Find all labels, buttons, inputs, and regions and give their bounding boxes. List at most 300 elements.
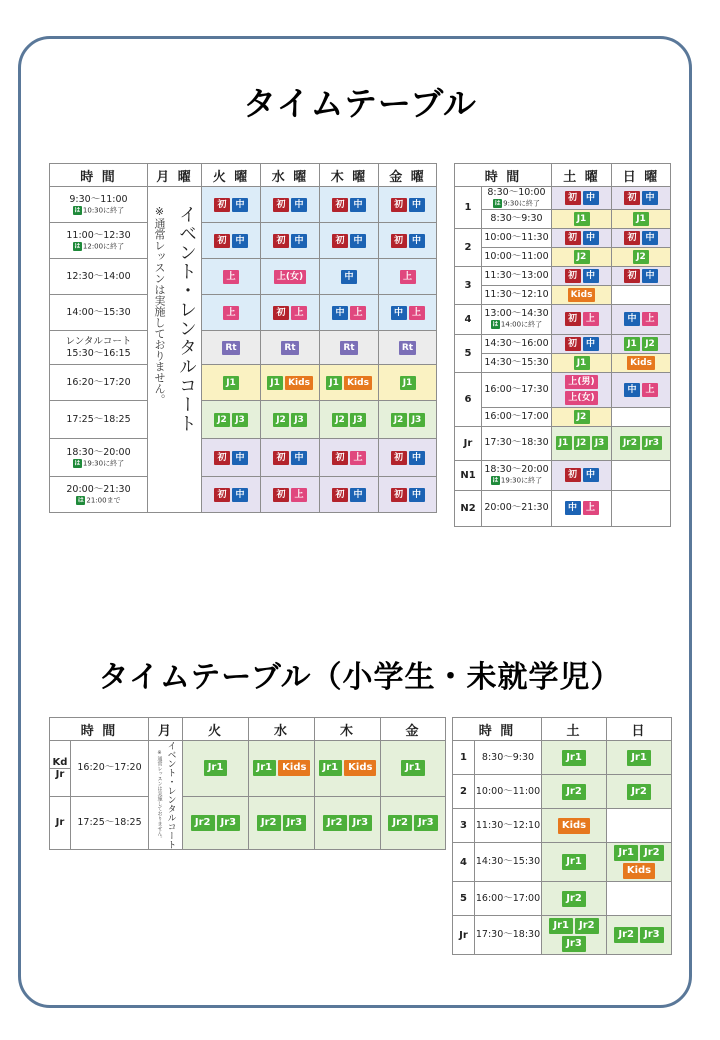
class-badge: 中 [291,234,307,248]
schedule-cell [552,187,612,210]
class-badge: Rt [222,341,239,355]
table-row [453,916,672,955]
schedule-cell [607,843,672,882]
class-badge: 初 [332,234,348,248]
ha-icon: は [492,321,499,329]
time-text: 13:00～14:30 [484,308,549,320]
class-badge: 中 [232,451,248,465]
class-badges [612,310,670,328]
schedule-cell [249,741,315,797]
time-slot [482,353,552,372]
class-badge: 初 [624,191,640,205]
class-badge: 初 [391,451,407,465]
slot-number [50,796,71,849]
table-row [455,407,671,426]
time-text: 17:30～18:30 [475,929,541,940]
time-text: 16:20～17:20 [66,376,131,388]
schedule-cell [607,741,672,775]
time-slot [71,741,149,797]
class-badge: J2 [574,436,590,450]
schedule-cell [379,331,437,365]
class-badges [612,189,670,207]
class-badges [607,843,671,881]
class-badge: J1 [574,212,590,226]
class-badges [542,816,606,836]
table-row [50,187,437,223]
schedule-cell [552,228,612,247]
class-badge: 中 [583,337,599,351]
class-badges [202,411,260,429]
schedule-cell [202,401,261,439]
schedule-cell [552,426,612,460]
class-badges [379,449,436,467]
schedule-cell [261,439,320,477]
class-badge: 初 [391,198,407,212]
table-row [455,187,671,210]
class-badges [552,267,611,285]
class-badges [612,248,670,266]
class-badges [320,232,378,250]
class-badge: 中 [232,198,248,212]
table-row [455,304,671,334]
weekend-header-time: 時 間 [455,164,552,187]
table-row [50,331,437,365]
slot-number: Jr [455,426,482,460]
end-note: 9:30に終了 [503,199,540,208]
schedule-cell [542,741,607,775]
time-text: 17:25～18:25 [66,413,131,425]
time-text: 16:20～17:20 [77,762,142,774]
class-badges [261,196,319,214]
class-badge: Jr2 [640,845,664,861]
class-badges [315,813,380,833]
class-badge: 上 [583,501,599,515]
class-badge: 中 [332,306,348,320]
table-row [455,228,671,247]
time-slot [482,372,552,407]
time-slot [482,334,552,353]
class-badges [552,408,611,426]
class-badge: Jr2 [257,815,281,831]
class-badge: J2 [633,250,649,264]
time-slot [482,407,552,426]
class-badge: 初 [565,337,581,351]
kids-header-mon: 月 [149,718,183,741]
class-badges [607,897,671,901]
end-note: 14:00に終了 [500,320,543,329]
class-badge: J1 [326,376,342,390]
class-badge: J1 [223,376,239,390]
schedule-cell [552,460,612,490]
class-badges [320,411,378,429]
class-badges [202,374,260,392]
class-badge: Jr2 [575,918,599,934]
time-slot [482,209,552,228]
class-badge: 初 [214,451,230,465]
schedule-cell [552,490,612,526]
class-badge: J2 [574,250,590,264]
slot-number: 4 [453,843,475,882]
class-badges [381,758,445,778]
schedule-cell [552,209,612,228]
monday-event-cell [148,187,202,513]
time-slot [475,916,542,955]
end-note: 21:00まで [86,496,121,505]
time-slot [50,259,148,295]
schedule-cell [552,247,612,266]
class-badge: 中 [232,488,248,502]
class-badge: Jr2 [562,784,586,800]
slot-number [50,741,71,797]
time-text: 10:00～11:00 [484,250,549,262]
class-badges [183,758,248,778]
schedule-cell [315,741,381,797]
time-text: 16:00～17:00 [475,892,541,904]
class-badge: J1 [624,337,640,351]
schedule-cell [379,365,437,401]
class-badges [552,229,611,247]
class-badges [202,449,260,467]
header-fri: 金 曜 [379,164,437,187]
class-badges [261,486,319,504]
header-tue: 火 曜 [202,164,261,187]
class-badge: Kids [568,288,596,302]
schedule-cell [261,401,320,439]
schedule-cell [612,372,671,407]
class-badge: Jr2 [614,927,638,943]
class-badges [552,354,611,372]
ha-icon: は [492,477,499,485]
class-badges [320,304,378,322]
time-text: 10:00～11:00 [475,785,541,797]
time-text: 17:25～18:25 [77,816,142,828]
schedule-cell [202,223,261,259]
monday-event-cell [149,741,183,850]
class-badge: Jr3 [414,815,438,831]
class-badges [249,813,314,833]
end-note: 10:30に終了 [82,206,125,215]
schedule-cell [612,490,671,526]
time-text: 16:00～17:00 [484,410,549,422]
schedule-cell [315,796,381,849]
table-row [50,401,437,439]
schedule-cell [612,426,671,460]
class-badges [320,374,378,392]
time-text: 17:30～18:30 [484,437,549,448]
end-note: 19:30に終了 [500,476,543,485]
class-badge: J2 [391,413,407,427]
class-badge: J2 [214,413,230,427]
class-badge: Jr2 [191,815,215,831]
class-badge: 初 [565,231,581,245]
class-badge: J3 [350,413,366,427]
class-badge: 初 [624,231,640,245]
schedule-cell [320,223,379,259]
schedule-cell [612,304,671,334]
class-badge: J1 [633,212,649,226]
class-badges [607,925,671,945]
slot-number: 6 [455,372,482,426]
class-badges [261,339,319,357]
class-badge: Jr1 [253,760,277,776]
schedule-cell [542,882,607,916]
class-badge: 初 [332,488,348,502]
class-badges [552,373,611,407]
ha-icon: は [74,206,81,214]
class-badge: Kids [623,863,655,879]
class-badge: J3 [592,436,608,450]
slot-label: Jr [55,817,65,829]
slot-number: 3 [455,266,482,304]
class-badges [552,434,611,452]
class-badge: 中 [642,191,658,205]
class-badge: 上 [223,306,239,320]
schedule-cell [607,916,672,955]
class-badge: Jr3 [640,927,664,943]
header-mon: 月 曜 [148,164,202,187]
class-badges [542,889,606,909]
weekend-header-sun: 日 曜 [612,164,671,187]
schedule-cell [612,460,671,490]
class-badge: 初 [332,451,348,465]
class-badge: 中 [350,198,366,212]
class-badges [320,196,378,214]
class-badges [607,748,671,768]
class-badge: Kids [285,376,313,390]
class-badge: 初 [332,198,348,212]
slot-number: 3 [453,809,475,843]
schedule-cell [320,331,379,365]
class-badges [607,824,671,828]
slot-number: 2 [455,228,482,266]
class-badge: 初 [214,488,230,502]
class-badges [612,335,670,353]
class-badges [202,339,260,357]
class-badges [552,499,611,517]
class-badge: Jr2 [323,815,347,831]
class-badge: J1 [556,436,572,450]
class-badge: J3 [232,413,248,427]
class-badges [612,229,670,247]
class-badges [612,473,670,477]
monday-event-label: イベント・レンタルコート [176,205,197,433]
schedule-cell [552,304,612,334]
time-text: 11:30～12:10 [475,819,541,831]
monday-note: ※通常レッスンは実施しておりません。 [156,749,163,841]
table-row [50,439,437,477]
class-badges [261,374,319,392]
time-slot [50,401,148,439]
time-text: 15:30～16:15 [66,347,131,359]
schedule-cell [261,295,320,331]
class-badge: 中 [409,234,425,248]
class-badge: Jr2 [627,784,651,800]
class-badge: J3 [409,413,425,427]
class-badge: Kids [278,760,310,776]
schedule-cell [612,247,671,266]
class-badge: 上(女) [274,270,306,284]
class-badges [202,268,260,286]
class-badge: Jr2 [620,436,640,450]
class-badges [612,506,670,510]
time-slot [475,775,542,809]
class-badge: Rt [399,341,416,355]
table-row [453,741,672,775]
weekend-timetable [454,163,671,527]
class-badge: 中 [409,488,425,502]
time-text: 20:00～21:30 [66,483,131,495]
time-slot [50,439,148,477]
weekend-header-sat: 土 曜 [552,164,612,187]
table-row [455,247,671,266]
time-slot [475,882,542,916]
time-slot [475,741,542,775]
class-badges [612,267,670,285]
table-row [455,266,671,285]
class-badge: Jr3 [283,815,307,831]
class-badge: J3 [291,413,307,427]
schedule-cell [379,295,437,331]
slot-number: 5 [455,334,482,372]
schedule-cell [320,439,379,477]
class-badges [379,486,436,504]
time-slot [482,285,552,304]
class-badge: 中 [624,383,640,397]
kids-header-wed: 水 [249,718,315,741]
table-row [50,741,446,797]
class-badge: Kids [344,376,372,390]
monday-event-label: イベント・レンタルコート [165,741,176,849]
time-slot [482,426,552,460]
schedule-cell [612,407,671,426]
class-badges [552,189,611,207]
table-row [50,365,437,401]
time-text: レンタルコート [65,335,132,347]
class-badge: J2 [574,410,590,424]
kids-header-tue: 火 [183,718,249,741]
class-badge: 初 [273,451,289,465]
monday-note: ※通常レッスンは実施しておりません。 [153,205,166,405]
slot-number: 2 [453,775,475,809]
class-badges [381,813,445,833]
time-text: 12:30～14:00 [66,270,131,282]
class-badge: 中 [642,231,658,245]
time-slot [50,477,148,513]
class-badges [320,449,378,467]
table-row [50,223,437,259]
class-badge: 中 [583,269,599,283]
time-slot [482,228,552,247]
class-badges [379,411,436,429]
class-badge: Jr1 [562,854,586,870]
schedule-cell [612,209,671,228]
kids-header-thu: 木 [315,718,381,741]
class-badge: J2 [273,413,289,427]
class-badge: J2 [642,337,658,351]
schedule-cell [379,401,437,439]
class-badges [612,434,670,452]
class-badge: 上 [291,306,307,320]
class-badges [183,813,248,833]
class-badge: Jr1 [614,845,638,861]
schedule-cell [379,439,437,477]
schedule-cell [202,295,261,331]
schedule-cell [249,796,315,849]
schedule-cell [379,259,437,295]
class-badges [542,852,606,872]
schedule-cell [202,331,261,365]
table-row [455,285,671,304]
schedule-cell [542,916,607,955]
time-slot [482,304,552,334]
schedule-cell [612,266,671,285]
class-badges [202,486,260,504]
class-badge: 中 [565,501,581,515]
kids-weekend-header-sun: 日 [607,718,672,741]
ha-icon: は [74,459,81,467]
schedule-cell [552,372,612,407]
kids-header-fri: 金 [381,718,446,741]
class-badge: 中 [291,451,307,465]
class-badges [379,374,436,392]
schedule-cell [379,477,437,513]
time-text: 8:30～9:30 [481,751,535,763]
schedule-cell [552,353,612,372]
schedule-cell [607,775,672,809]
slot-number: 4 [455,304,482,334]
class-badge: 初 [624,269,640,283]
class-badge: Jr1 [627,750,651,766]
class-badges [552,310,611,328]
class-badge: 中 [232,234,248,248]
time-text: 10:00～11:30 [484,231,549,243]
class-badges [315,758,380,778]
ha-icon: は [74,242,81,250]
class-badge: 上 [291,488,307,502]
time-text: 9:30～11:00 [69,193,128,205]
schedule-cell [612,334,671,353]
class-badges [552,248,611,266]
class-badges [612,210,670,228]
class-badge: 初 [214,198,230,212]
schedule-cell [202,187,261,223]
end-note: 19:30に終了 [82,459,125,468]
time-text: 20:00～21:30 [484,502,549,513]
class-badge: Jr1 [204,760,228,776]
class-badges [612,354,670,372]
class-badges [202,304,260,322]
class-badges [379,232,436,250]
class-badge: 初 [273,234,289,248]
class-badge: 上 [350,306,366,320]
time-text: 8:30～9:30 [490,212,543,224]
class-badge: Jr3 [217,815,241,831]
class-badge: 中 [642,269,658,283]
time-slot [475,809,542,843]
time-slot [482,490,552,526]
time-text: 8:30～10:00 [487,187,546,198]
schedule-cell [381,741,446,797]
schedule-cell [202,439,261,477]
class-badge: 初 [273,306,289,320]
class-badge: 中 [391,306,407,320]
table-row [453,843,672,882]
class-badge: 中 [350,234,366,248]
schedule-cell [261,331,320,365]
class-badge: 中 [409,451,425,465]
slot-number: N1 [455,460,482,490]
class-badge: Kids [558,818,590,834]
